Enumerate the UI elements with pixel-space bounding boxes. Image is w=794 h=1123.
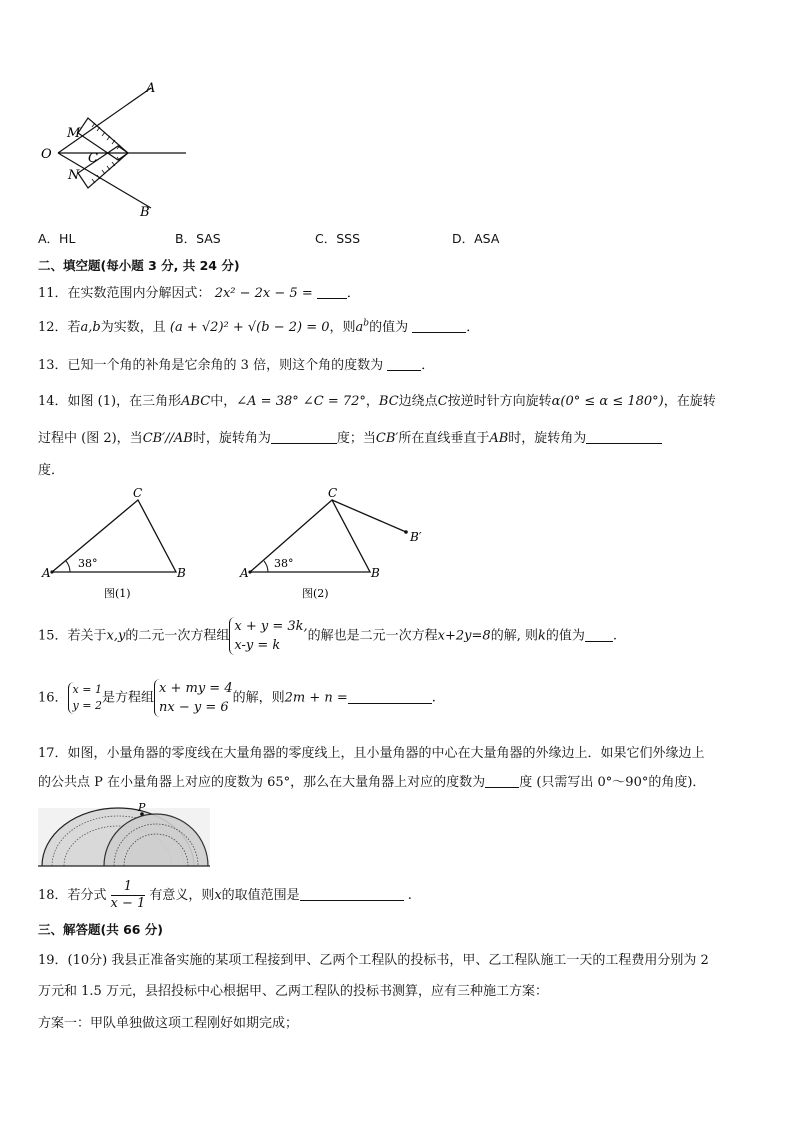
q17-line2b: 度 (只需写出 0°～90°的角度)．	[519, 775, 706, 790]
question-14-line2	[38, 427, 662, 446]
q15-vars: x,y	[106, 628, 126, 644]
fig1-label-A: A	[42, 566, 51, 580]
q11-text: 11．在实数范围内分解因式：	[38, 286, 211, 301]
q14-line1: 14．如图 (1)，在三角形	[38, 394, 182, 409]
q16-ask: 2m + n =	[284, 690, 348, 706]
q14-line1c: ，	[365, 394, 379, 409]
q16-answer-blank[interactable]	[348, 690, 432, 704]
question-13	[38, 354, 434, 373]
option-b: B．SAS	[175, 231, 221, 246]
fig2-caption: 图(2)	[302, 587, 329, 600]
q14-line1b: 中，	[210, 394, 237, 409]
q14-line2e: 时，旋转角为	[508, 431, 587, 446]
q12-power: a	[355, 320, 364, 335]
q16-rest: 的解，则	[232, 690, 285, 706]
question-15	[38, 617, 617, 655]
q12-mid: 为实数，且	[100, 320, 166, 335]
label-N: N	[68, 168, 80, 183]
fig2-angle: 38°	[274, 557, 294, 570]
q15-answer-blank[interactable]	[585, 628, 613, 642]
question-17-line2	[38, 771, 705, 790]
q14-abc: ABC	[181, 394, 211, 409]
fig2-label-A: A	[240, 566, 249, 580]
question-11	[38, 282, 360, 301]
q14-answer-blank-1[interactable]	[271, 430, 337, 444]
q12-expr: (a + √2)² + √(b − 2) = 0	[169, 320, 330, 335]
q12-ask2: 的值为	[369, 320, 409, 335]
q12-power-exp: b	[363, 318, 370, 329]
q18-numerator: 1	[111, 879, 146, 896]
label-A: A	[146, 81, 156, 96]
fig2-label-B: B	[371, 566, 380, 580]
q17-answer-blank[interactable]	[485, 774, 519, 788]
q18-fraction	[111, 879, 146, 912]
q16-sol2: y = 2	[72, 699, 102, 712]
label-M: M	[67, 126, 81, 141]
q14-line1e: 按逆时针方向旋转	[447, 394, 552, 409]
question-18	[38, 879, 412, 912]
fig2-label-C: C	[328, 486, 338, 500]
q14-line1f: ，在旋转	[663, 394, 716, 409]
q13-tail: ．	[421, 358, 435, 373]
question-12	[38, 316, 479, 335]
q16-system	[154, 679, 233, 717]
q11-expr: 2x² − 2x − 5 =	[214, 286, 313, 301]
q17-line2a: 的公共点 P 在小量角器上对应的度数为 65°，那么在大量角器上对应的度数为	[38, 775, 486, 790]
q18-rest: 的取值范围是	[221, 888, 300, 903]
q15-rest3: 的值为	[545, 628, 585, 644]
q15-system	[229, 617, 307, 655]
q18-mid: 有意义，则	[149, 888, 215, 903]
q18-denominator: x − 1	[110, 896, 146, 911]
q11-tail: ．	[346, 286, 360, 301]
q16-eq2: nx − y = 6	[159, 700, 229, 715]
fig2-label-Bprime: B′	[410, 530, 422, 544]
triangle-figure-2	[236, 485, 436, 603]
fig1-caption: 图(1)	[104, 587, 131, 600]
fig1-label-B: B	[177, 566, 186, 580]
q14-alpha: α(0° ≤ α ≤ 180°)	[551, 394, 664, 409]
q16-mid: 是方程组	[101, 690, 154, 706]
q15-eq1: x + y = 3k,	[234, 619, 308, 634]
q14-line2d: 所在直线垂直于	[398, 431, 490, 446]
q12-vars: a,b	[80, 320, 101, 335]
fig1-label-C: C	[133, 486, 143, 500]
q15-eq3: x+2y=8	[437, 628, 491, 644]
protractors-figure	[38, 800, 210, 870]
label-O: O	[41, 147, 52, 162]
question-19-line3: 方案一：甲队单独做这项工程刚好如期完成；	[38, 1016, 299, 1031]
q12-tail: ．	[466, 320, 480, 335]
q13-text: 13．已知一个角的补角是它余角的 3 倍，则这个角的度数为	[38, 358, 384, 373]
triangle-figure-1	[38, 485, 198, 603]
option-d: D．ASA	[452, 231, 500, 246]
question-14-line1	[38, 390, 716, 409]
fig1-angle: 38°	[78, 557, 98, 570]
q14-c: C	[437, 394, 448, 409]
q15-mid: 的二元一次方程组	[125, 628, 230, 644]
q15-rest2: 的解, 则	[490, 628, 538, 644]
q14-bc: BC	[378, 394, 399, 409]
q14-angles: ∠A = 38° ∠C = 72°	[236, 394, 366, 409]
q16-solution	[68, 682, 102, 714]
q13-answer-blank[interactable]	[387, 357, 421, 371]
q11-answer-blank[interactable]	[317, 285, 347, 299]
section-heading-solve: 三、解答题(共 66 分)	[38, 922, 164, 937]
q12-ask: ，则	[329, 320, 356, 335]
q18-tail: .	[407, 888, 412, 903]
q12-answer-blank[interactable]	[412, 319, 466, 333]
question-17-line1: 17．如图，小量角器的零度线在大量角器的零度线上，且小量角器的中心在大量角器的外缘边上．如果它们外缘边上	[38, 746, 705, 761]
q14-cb: CB′	[375, 431, 399, 446]
fig17-label-P: P	[138, 801, 146, 814]
q18-x: x	[214, 888, 222, 903]
question-14-line3: 度．	[38, 463, 65, 478]
question-19-line2: 万元和 1.5 万元，县招投标中心根据甲、乙两工程队的投标书测算，应有三种施工方案：	[38, 984, 548, 999]
question-19-line1: 19．(10分) 我县正准备实施的某项工程接到甲、乙两个工程队的投标书，甲、乙工程队施工一天的工程费用分别为 2	[38, 953, 709, 968]
label-C: C	[88, 151, 98, 166]
q14-line2c: 度；当	[336, 431, 376, 446]
q14-line1d: 边绕点	[398, 394, 438, 409]
q14-line2a: 过程中 (图 2)，当	[38, 431, 143, 446]
q16-tail: .	[431, 690, 436, 706]
q14-line2b: 时，旋转角为	[192, 431, 271, 446]
q18-answer-blank[interactable]	[300, 887, 404, 901]
q15-eq2: x-y = k	[234, 638, 281, 653]
section-heading-fill-in: 二、填空题(每小题 3 分, 共 24 分)	[38, 258, 240, 273]
q14-cond1: CB′//AB	[142, 431, 193, 446]
q16-eq1: x + my = 4	[159, 681, 233, 696]
option-a: A．HL	[38, 231, 76, 246]
q15-k: k	[537, 628, 546, 644]
q16-text: 16．	[38, 690, 68, 706]
q15-tail: .	[612, 628, 617, 644]
q15-rest: 的解也是二元一次方程	[307, 628, 438, 644]
q14-answer-blank-2[interactable]	[586, 430, 662, 444]
q12-text: 12．若	[38, 320, 81, 335]
option-c: C．SSS	[315, 231, 361, 246]
q16-sol1: x = 1	[72, 683, 102, 696]
q14-ab: AB	[489, 431, 509, 446]
label-B: B	[140, 205, 150, 220]
question-16	[38, 679, 436, 717]
angle-bisector-ruler-figure	[36, 78, 196, 223]
q15-text: 15．若关于	[38, 628, 107, 644]
q18-text: 18．若分式	[38, 888, 107, 903]
